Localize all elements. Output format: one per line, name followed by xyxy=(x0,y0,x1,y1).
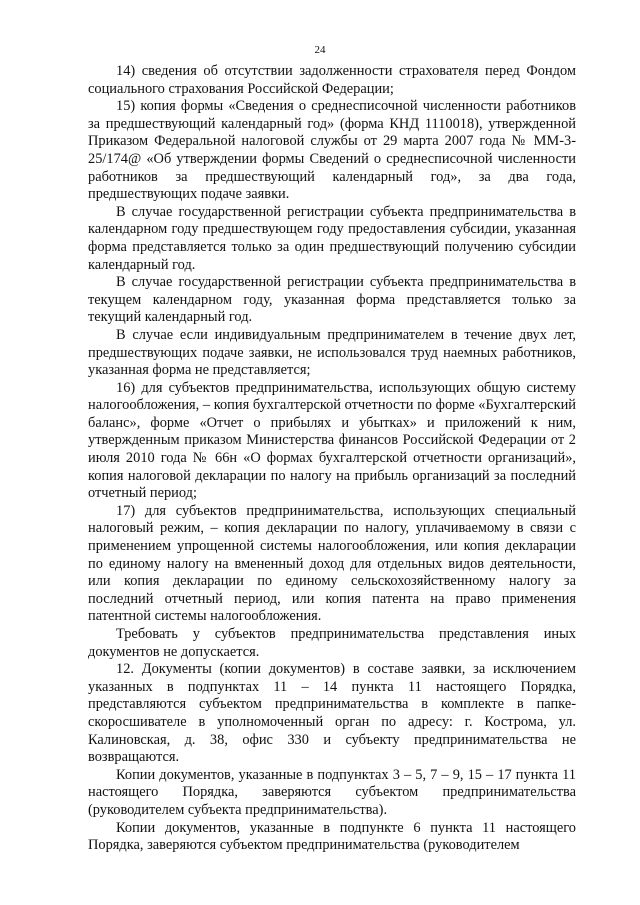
paragraph-no-other-documents: Требовать у субъектов предпринимательства представления иных документов не допускается. xyxy=(88,626,576,660)
paragraph-item-16: 16) для субъектов предпринимательства, использующих общую систему налогообложения, – копия бухгалтерской отчетности по форме «Бухгалтерский баланс», форме «Отчет о прибылях и убытках» и приложений к ним, утвержденным приказом Министерства финансов Российской Федерации от 2 июля 2010 года № 66н «О формах бухгалтерской отчетности организаций», копия налоговой декларации по налогу на прибыль организаций за последний отчетный период; xyxy=(88,379,576,502)
paragraph-item-15: 15) копия формы «Сведения о среднесписочной численности работников за предшествующий календарный год» (форма КНД 1110018), утвержденной Приказом Федеральной налоговой службы от 29 марта 2007 года № ММ-3-25/174@ «Об утверждении формы Сведений о среднесписочной численности работников за предшествующий календарный год», за два года, предшествующих подаче заявки. xyxy=(88,98,576,203)
page-number: 24 xyxy=(314,44,326,56)
paragraph-item-17: 17) для субъектов предпринимательства, использующих специальный налоговый режим, – копия декларации по налогу, уплачиваемому в связи с применением упрощенной системы налогообложения, или копия декларации по единому налогу на вмененный доход для отдельных видов деятельности, или копия декларации по единому сельскохозяйственному налогу за последний отчетный период, или копия патента на право применения патентной системы налогообложения. xyxy=(88,502,576,625)
paragraph-registration-previous-year: В случае государственной регистрации субъекта предпринимательства в календарном году предшествующем году предоставления субсидии, указанная форма представляется только за один предшествующий получению субсидии календарный год. xyxy=(88,203,576,273)
paragraph-registration-current-year: В случае государственной регистрации субъекта предпринимательства в текущем календарном году, указанная форма представляется только за текущий календарный год. xyxy=(88,274,576,326)
paragraph-section-12: 12. Документы (копии документов) в составе заявки, за исключением указанных в подпунктах 11 – 14 пункта 11 настоящего Порядка, представляются субъектом предпринимательства в комплекте в папке-скоросшивателе в уполномоченный орган по адресу: г. Кострома, ул. Калиновская, д. 38, офис 330 и субъекту предпринимательства не возвращаются. xyxy=(88,661,576,766)
paragraph-copies-item-6: Копии документов, указанные в подпункте 6 пункта 11 настоящего Порядка, заверяются субъектом предпринимательства (руководителем xyxy=(88,819,576,854)
paragraph-no-employees: В случае если индивидуальным предпринимателем в течение двух лет, предшествующих подаче заявки, не использовался труд наемных работников, указанная форма не представляется; xyxy=(88,326,576,379)
paragraph-item-14: 14) сведения об отсутствии задолженности страхователя перед Фондом социального страхования Российской Федерации; xyxy=(88,63,576,97)
document-body xyxy=(88,63,576,855)
paragraph-copies-certified: Копии документов, указанные в подпунктах 3 – 5, 7 – 9, 15 – 17 пункта 11 настоящего Порядка, заверяются субъектом предпринимательства (руководителем субъекта предпринимательства). xyxy=(88,766,576,818)
